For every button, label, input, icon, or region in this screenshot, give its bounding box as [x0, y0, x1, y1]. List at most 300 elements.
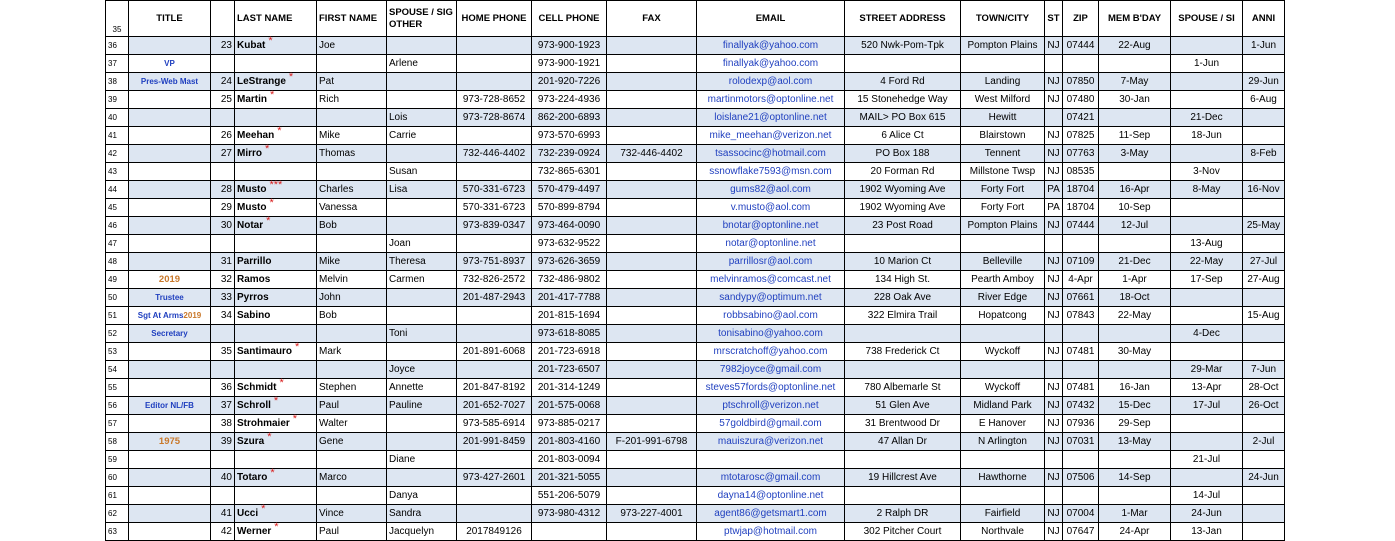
- spouse-cell: Joyce: [387, 361, 457, 379]
- row-number-cell: 51: [106, 307, 129, 325]
- home-phone-cell: [457, 235, 532, 253]
- member-birthday-cell: 18-Oct: [1099, 289, 1171, 307]
- star-marker: *: [270, 89, 275, 101]
- email-cell[interactable]: parrillosr@aol.com: [697, 253, 845, 271]
- member-birthday-cell: [1099, 361, 1171, 379]
- star-marker: *: [265, 143, 270, 155]
- home-phone-cell: 973-427-2601: [457, 469, 532, 487]
- home-phone-cell: [457, 361, 532, 379]
- title-cell: [129, 505, 211, 523]
- row-number-cell: 61: [106, 487, 129, 505]
- title-cell: [129, 145, 211, 163]
- town-city-cell: [961, 487, 1045, 505]
- number-header: [211, 1, 235, 37]
- last-name-cell: [235, 181, 317, 199]
- star-marker: *: [279, 377, 284, 389]
- member-birthday-cell: [1099, 325, 1171, 343]
- anniversary-header: ANNI: [1243, 1, 1285, 37]
- spouse-cell: [387, 343, 457, 361]
- town-city-cell: [961, 55, 1045, 73]
- town-city-cell: Fairfield: [961, 505, 1045, 523]
- home-phone-cell: 201-652-7027: [457, 397, 532, 415]
- table-row: [106, 55, 1285, 73]
- anniversary-cell: [1243, 235, 1285, 253]
- spouse-cell: Danya: [387, 487, 457, 505]
- fax-cell: [607, 361, 697, 379]
- first-name-cell: Thomas: [317, 145, 387, 163]
- email-cell[interactable]: ptschroll@verizon.net: [697, 397, 845, 415]
- table-row: [106, 379, 1285, 397]
- title-text: Trustee: [155, 292, 184, 302]
- home-phone-cell: [457, 163, 532, 181]
- email-cell[interactable]: steves57fords@optonline.net: [697, 379, 845, 397]
- zip-cell: [1063, 55, 1099, 73]
- zip-cell: 07481: [1063, 379, 1099, 397]
- state-cell: NJ: [1045, 523, 1063, 541]
- street-address-cell: [845, 235, 961, 253]
- street-address-cell: 20 Forman Rd: [845, 163, 961, 181]
- spouse-cell: Arlene: [387, 55, 457, 73]
- title-text: 2019: [158, 273, 181, 285]
- star-marker: *: [277, 125, 282, 137]
- star-marker: *: [267, 431, 272, 443]
- row-number-cell: 50: [106, 289, 129, 307]
- spouse-cell: Carrie: [387, 127, 457, 145]
- table-row: [106, 343, 1285, 361]
- town-city-cell: Midland Park: [961, 397, 1045, 415]
- member-number-cell: 25: [211, 91, 235, 109]
- town-city-cell: Hopatcong: [961, 307, 1045, 325]
- title-header: TITLE: [129, 1, 211, 37]
- member-birthday-cell: 7-May: [1099, 73, 1171, 91]
- anniversary-cell: 15-Aug: [1243, 307, 1285, 325]
- email-cell[interactable]: finallyak@yahoo.com: [697, 37, 845, 55]
- last-name-cell: [235, 469, 317, 487]
- member-number-cell: 37: [211, 397, 235, 415]
- town-city-cell: N Arlington: [961, 433, 1045, 451]
- email-cell[interactable]: sandypy@optimum.net: [697, 289, 845, 307]
- last-name-cell: [235, 73, 317, 91]
- cell-phone-cell: 973-626-3659: [532, 253, 607, 271]
- fax-header: FAX: [607, 1, 697, 37]
- member-number-cell: 30: [211, 217, 235, 235]
- member-birthday-cell: 16-Jan: [1099, 379, 1171, 397]
- spouse-birthday-cell: [1171, 37, 1243, 55]
- fax-cell: [607, 415, 697, 433]
- home-phone-cell: 973-728-8674: [457, 109, 532, 127]
- member-number-cell: 39: [211, 433, 235, 451]
- spouse-cell: Carmen: [387, 271, 457, 289]
- email-cell[interactable]: 7982joyce@gmail.com: [697, 361, 845, 379]
- anniversary-cell: 8-Feb: [1243, 145, 1285, 163]
- street-address-cell: 19 Hillcrest Ave: [845, 469, 961, 487]
- zip-cell: 07109: [1063, 253, 1099, 271]
- member-number-cell: [211, 451, 235, 469]
- spouse-birthday-cell: 24-Jun: [1171, 505, 1243, 523]
- first-name-cell: Paul: [317, 397, 387, 415]
- member-birthday-cell: [1099, 235, 1171, 253]
- table-row: [106, 235, 1285, 253]
- title-cell: [129, 199, 211, 217]
- title-cell: [129, 127, 211, 145]
- cell-phone-cell: [532, 523, 607, 541]
- row-number-cell: 52: [106, 325, 129, 343]
- star-marker: *: [268, 35, 273, 47]
- member-birthday-cell: [1099, 451, 1171, 469]
- member-number-cell: 35: [211, 343, 235, 361]
- first-name-cell: Walter: [317, 415, 387, 433]
- table-row: [106, 361, 1285, 379]
- zip-cell: 4-Apr: [1063, 271, 1099, 289]
- zip-cell: [1063, 325, 1099, 343]
- last-name-cell: [235, 343, 317, 361]
- last-name-text: Kubat: [237, 40, 266, 51]
- email-cell[interactable]: notar@optonline.net: [697, 235, 845, 253]
- table-row: [106, 109, 1285, 127]
- first-name-cell: Bob: [317, 307, 387, 325]
- table-row: [106, 397, 1285, 415]
- state-cell: NJ: [1045, 217, 1063, 235]
- zip-cell: 18704: [1063, 199, 1099, 217]
- street-address-cell: 2 Ralph DR: [845, 505, 961, 523]
- street-address-cell: [845, 55, 961, 73]
- last-name-cell: [235, 487, 317, 505]
- spouse-cell: Lisa: [387, 181, 457, 199]
- email-cell[interactable]: dayna14@optonline.net: [697, 487, 845, 505]
- table-row: [106, 217, 1285, 235]
- first-name-cell: Stephen: [317, 379, 387, 397]
- fax-cell: [607, 109, 697, 127]
- anniversary-cell: 25-May: [1243, 217, 1285, 235]
- title-text: 1975: [158, 435, 181, 447]
- street-address-cell: 10 Marion Ct: [845, 253, 961, 271]
- cell-phone-cell: 973-618-8085: [532, 325, 607, 343]
- member-number-cell: 41: [211, 505, 235, 523]
- state-cell: NJ: [1045, 379, 1063, 397]
- last-name-text: Santimauro: [237, 346, 293, 357]
- last-name-cell: [235, 325, 317, 343]
- title-cell: [129, 469, 211, 487]
- street-address-cell: [845, 451, 961, 469]
- cell-phone-cell: 732-865-6301: [532, 163, 607, 181]
- email-cell[interactable]: 57goldbird@gmail.com: [697, 415, 845, 433]
- row-number-cell: 58: [106, 433, 129, 451]
- email-cell[interactable]: tsassocinc@hotmail.com: [697, 145, 845, 163]
- email-header: EMAIL: [697, 1, 845, 37]
- town-city-cell: River Edge: [961, 289, 1045, 307]
- last-name-text: Pyrros: [237, 292, 269, 303]
- zip-cell: 07444: [1063, 217, 1099, 235]
- street-address-cell: 47 Allan Dr: [845, 433, 961, 451]
- last-name-text: LeStrange: [237, 76, 286, 87]
- row-number-cell: 46: [106, 217, 129, 235]
- first-name-cell: Paul: [317, 523, 387, 541]
- zip-cell: 07936: [1063, 415, 1099, 433]
- first-name-cell: [317, 55, 387, 73]
- cell-phone-cell: 973-885-0217: [532, 415, 607, 433]
- title-cell: [129, 181, 211, 199]
- spouse-cell: [387, 73, 457, 91]
- star-marker: *: [261, 503, 266, 515]
- state-cell: NJ: [1045, 73, 1063, 91]
- home-phone-header: HOME PHONE: [457, 1, 532, 37]
- zip-cell: [1063, 487, 1099, 505]
- first-name-cell: Joe: [317, 37, 387, 55]
- anniversary-cell: 26-Oct: [1243, 397, 1285, 415]
- spouse-birthday-cell: [1171, 91, 1243, 109]
- table-row: [106, 199, 1285, 217]
- home-phone-cell: 201-891-6068: [457, 343, 532, 361]
- fax-cell: [607, 235, 697, 253]
- home-phone-cell: 973-728-8652: [457, 91, 532, 109]
- last-name-cell: [235, 37, 317, 55]
- member-birthday-cell: [1099, 55, 1171, 73]
- street-address-cell: [845, 325, 961, 343]
- anniversary-cell: [1243, 55, 1285, 73]
- email-cell[interactable]: ssnowflake7593@msn.com: [697, 163, 845, 181]
- star-marker: *: [288, 71, 294, 83]
- spouse-birthday-cell: [1171, 307, 1243, 325]
- last-name-cell: [235, 91, 317, 109]
- member-birthday-cell: 11-Sep: [1099, 127, 1171, 145]
- row-number-cell: 62: [106, 505, 129, 523]
- email-cell[interactable]: mauiszura@verizon.net: [697, 433, 845, 451]
- title-cell: [129, 37, 211, 55]
- town-city-cell: Northvale: [961, 523, 1045, 541]
- spouse-birthday-cell: 13-Aug: [1171, 235, 1243, 253]
- star-marker: *: [270, 467, 275, 479]
- state-cell: NJ: [1045, 163, 1063, 181]
- fax-cell: 973-227-4001: [607, 505, 697, 523]
- first-name-cell: Gene: [317, 433, 387, 451]
- title-cell: [129, 397, 211, 415]
- title-cell: [129, 235, 211, 253]
- email-cell[interactable]: bnotar@optonline.net: [697, 217, 845, 235]
- table-row: [106, 37, 1285, 55]
- last-name-cell: [235, 55, 317, 73]
- fax-cell: [607, 37, 697, 55]
- title-text: VP: [164, 58, 175, 68]
- row-number-cell: 60: [106, 469, 129, 487]
- zip-cell: 07825: [1063, 127, 1099, 145]
- cell-phone-cell: 201-417-7788: [532, 289, 607, 307]
- last-name-cell: [235, 523, 317, 541]
- last-name-header: LAST NAME: [235, 1, 317, 37]
- town-city-cell: Hawthorne: [961, 469, 1045, 487]
- last-name-text: Parrillo: [237, 256, 272, 267]
- first-name-cell: [317, 451, 387, 469]
- anniversary-cell: 16-Nov: [1243, 181, 1285, 199]
- cell-phone-cell: 973-224-4936: [532, 91, 607, 109]
- member-birthday-cell: 24-Apr: [1099, 523, 1171, 541]
- email-cell[interactable]: rolodexp@aol.com: [697, 73, 845, 91]
- town-city-cell: Blairstown: [961, 127, 1045, 145]
- last-name-text: Ramos: [237, 274, 271, 285]
- last-name-cell: [235, 379, 317, 397]
- spouse-birthday-cell: [1171, 469, 1243, 487]
- cell-phone-cell: 201-803-0094: [532, 451, 607, 469]
- street-address-cell: PO Box 188: [845, 145, 961, 163]
- table-row: [106, 91, 1285, 109]
- email-cell[interactable]: mtotarosc@gmail.com: [697, 469, 845, 487]
- fax-cell: F-201-991-6798: [607, 433, 697, 451]
- title-year-text: 2019: [183, 310, 202, 320]
- spouse-cell: [387, 307, 457, 325]
- anniversary-cell: [1243, 523, 1285, 541]
- email-cell[interactable]: mike_meehan@verizon.net: [697, 127, 845, 145]
- first-name-cell: Mike: [317, 253, 387, 271]
- first-name-cell: Mark: [317, 343, 387, 361]
- cell-phone-cell: 973-570-6993: [532, 127, 607, 145]
- zip-cell: 07661: [1063, 289, 1099, 307]
- title-cell: [129, 307, 211, 325]
- cell-phone-cell: 201-314-1249: [532, 379, 607, 397]
- home-phone-cell: [457, 487, 532, 505]
- title-cell: [129, 217, 211, 235]
- last-name-text: Szura: [237, 436, 265, 447]
- member-number-cell: [211, 361, 235, 379]
- email-cell[interactable]: mrscratchoff@yahoo.com: [697, 343, 845, 361]
- title-text: Pres-Web Mast: [140, 76, 199, 86]
- member-birthday-cell: 22-May: [1099, 307, 1171, 325]
- member-number-cell: 27: [211, 145, 235, 163]
- star-marker: *: [269, 197, 274, 209]
- zip-cell: 07432: [1063, 397, 1099, 415]
- street-address-cell: 780 Albemarle St: [845, 379, 961, 397]
- row-number-cell: 39: [106, 91, 129, 109]
- email-cell[interactable]: martinmotors@optonline.net: [697, 91, 845, 109]
- zip-cell: 18704: [1063, 181, 1099, 199]
- member-number-cell: 42: [211, 523, 235, 541]
- street-address-cell: 520 Nwk-Pom-Tpk: [845, 37, 961, 55]
- home-phone-cell: 973-751-8937: [457, 253, 532, 271]
- spouse-cell: [387, 415, 457, 433]
- first-name-cell: Bob: [317, 217, 387, 235]
- last-name-cell: [235, 415, 317, 433]
- last-name-cell: [235, 199, 317, 217]
- last-name-cell: [235, 217, 317, 235]
- home-phone-cell: [457, 307, 532, 325]
- street-address-cell: 31 Brentwood Dr: [845, 415, 961, 433]
- table-row: [106, 145, 1285, 163]
- cell-phone-cell: 973-980-4312: [532, 505, 607, 523]
- zip-cell: 07031: [1063, 433, 1099, 451]
- zip-cell: 07004: [1063, 505, 1099, 523]
- town-city-cell: [961, 325, 1045, 343]
- street-address-cell: [845, 361, 961, 379]
- fax-cell: [607, 271, 697, 289]
- member-birthday-cell: 3-May: [1099, 145, 1171, 163]
- spouse-cell: Lois: [387, 109, 457, 127]
- email-cell[interactable]: tonisabino@yahoo.com: [697, 325, 845, 343]
- row-number-cell: 41: [106, 127, 129, 145]
- last-name-text: Totaro: [237, 472, 268, 483]
- cell-phone-cell: 570-899-8794: [532, 199, 607, 217]
- email-cell[interactable]: robbsabino@aol.com: [697, 307, 845, 325]
- last-name-cell: [235, 163, 317, 181]
- zip-cell: 07444: [1063, 37, 1099, 55]
- cell-phone-cell: 201-575-0068: [532, 397, 607, 415]
- star-marker: *: [266, 215, 271, 227]
- first-name-cell: Pat: [317, 73, 387, 91]
- state-cell: [1045, 361, 1063, 379]
- email-cell[interactable]: finallyak@yahoo.com: [697, 55, 845, 73]
- last-name-cell: [235, 271, 317, 289]
- title-cell: [129, 109, 211, 127]
- email-cell[interactable]: ptwjap@hotmail.com: [697, 523, 845, 541]
- cell-phone-cell: 201-723-6507: [532, 361, 607, 379]
- member-birthday-cell: 1-Apr: [1099, 271, 1171, 289]
- street-address-cell: 23 Post Road: [845, 217, 961, 235]
- star-marker: *: [273, 395, 279, 407]
- home-phone-cell: [457, 325, 532, 343]
- home-phone-cell: 973-585-6914: [457, 415, 532, 433]
- table-row: [106, 307, 1285, 325]
- anniversary-cell: [1243, 415, 1285, 433]
- fax-cell: [607, 379, 697, 397]
- town-city-cell: E Hanover: [961, 415, 1045, 433]
- table-row: [106, 451, 1285, 469]
- email-cell[interactable]: [697, 451, 845, 469]
- email-cell[interactable]: loislane21@optonline.net: [697, 109, 845, 127]
- spouse-birthday-cell: 1-Jun: [1171, 55, 1243, 73]
- email-cell[interactable]: melvinramos@comcast.net: [697, 271, 845, 289]
- anniversary-cell: [1243, 325, 1285, 343]
- spouse-birthday-cell: 3-Nov: [1171, 163, 1243, 181]
- zip-cell: 07506: [1063, 469, 1099, 487]
- spouse-cell: Toni: [387, 325, 457, 343]
- member-birthday-cell: 30-Jan: [1099, 91, 1171, 109]
- title-cell: [129, 523, 211, 541]
- spouse-cell: [387, 469, 457, 487]
- row-number-cell: 57: [106, 415, 129, 433]
- home-phone-cell: 201-847-8192: [457, 379, 532, 397]
- cell-phone-cell: 973-632-9522: [532, 235, 607, 253]
- email-cell[interactable]: gums82@aol.com: [697, 181, 845, 199]
- first-name-cell: John: [317, 289, 387, 307]
- title-cell: [129, 433, 211, 451]
- home-phone-cell: [457, 127, 532, 145]
- spouse-birthday-cell: [1171, 415, 1243, 433]
- spouse-cell: Susan: [387, 163, 457, 181]
- row-number-cell: 40: [106, 109, 129, 127]
- home-phone-cell: 570-331-6723: [457, 181, 532, 199]
- email-cell[interactable]: v.musto@aol.com: [697, 199, 845, 217]
- spouse-cell: [387, 199, 457, 217]
- title-cell: [129, 163, 211, 181]
- spouse-cell: [387, 433, 457, 451]
- member-number-cell: 36: [211, 379, 235, 397]
- member-number-cell: 28: [211, 181, 235, 199]
- state-cell: NJ: [1045, 37, 1063, 55]
- member-birthday-cell: 1-Mar: [1099, 505, 1171, 523]
- state-cell: NJ: [1045, 505, 1063, 523]
- member-birthday-cell: 10-Sep: [1099, 199, 1171, 217]
- town-city-cell: Hewitt: [961, 109, 1045, 127]
- anniversary-cell: [1243, 127, 1285, 145]
- state-cell: NJ: [1045, 91, 1063, 109]
- spouse-cell: Theresa: [387, 253, 457, 271]
- member-birthday-cell: 30-May: [1099, 343, 1171, 361]
- first-name-cell: Charles: [317, 181, 387, 199]
- title-cell: [129, 361, 211, 379]
- last-name-cell: [235, 289, 317, 307]
- member-birthday-cell: [1099, 487, 1171, 505]
- email-cell[interactable]: agent86@getsmart1.com: [697, 505, 845, 523]
- member-birthday-cell: 13-May: [1099, 433, 1171, 451]
- zip-cell: 07843: [1063, 307, 1099, 325]
- cell-phone-cell: 732-486-9802: [532, 271, 607, 289]
